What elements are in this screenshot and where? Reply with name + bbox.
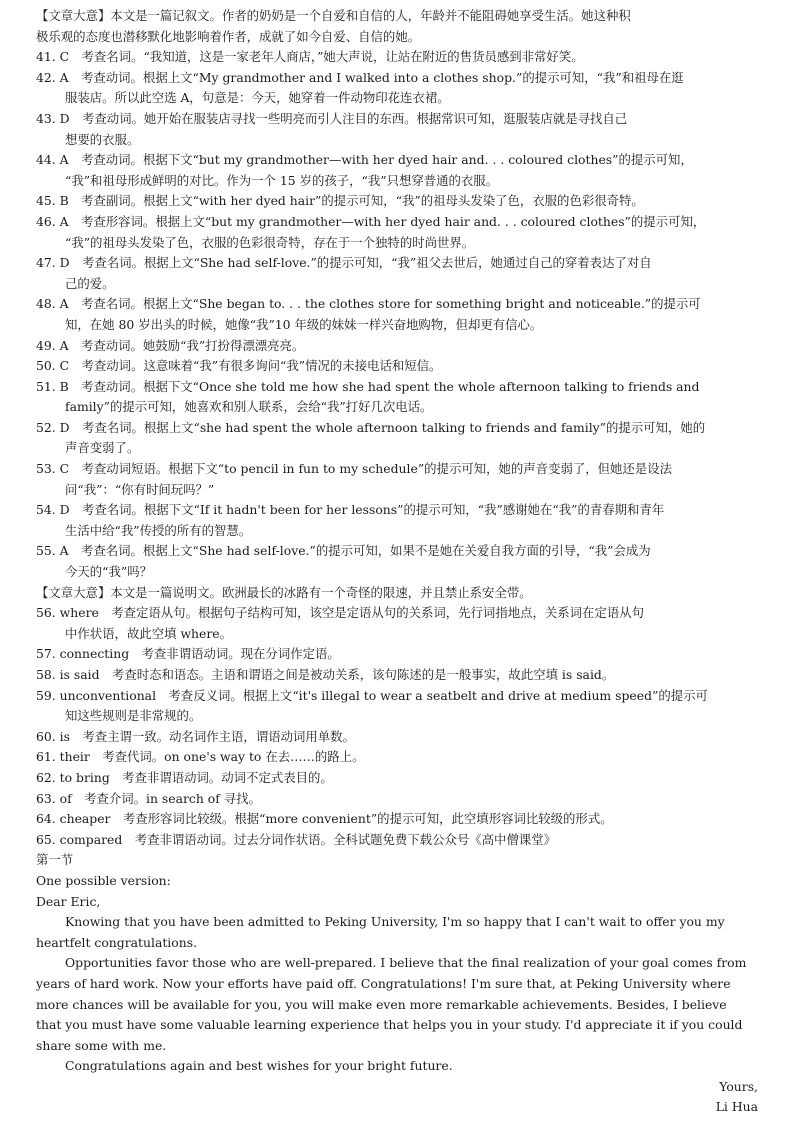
text-line: 56. where 考查定语从句。根据句子结构可知，该空是定语从句的关系词，先行词指地点，关系词在定语从句 — [36, 605, 645, 621]
text-line: “我”的祖母头发染了色，衣服的色彩很奇特，存在于一个独特的时尚世界。 — [65, 234, 475, 250]
text-line: 53. C 考查动词短语。根据下文“to pencil in fun to my schedule”的提示可知，她的声音变弱了，但她还是设法 — [36, 461, 672, 477]
text-line: 中作状语，故此空填 where。 — [65, 625, 233, 641]
text-line: Li Hua — [715, 1099, 758, 1115]
text-line: 知这些规则是非常规的。 — [65, 708, 202, 724]
text-line: 49. A 考查动词。她鼓励“我”打扮得漂漂亮亮。 — [36, 337, 305, 353]
text-line: heartfelt congratulations. — [36, 934, 198, 950]
text-line: 47. D 考查名词。根据上文“She had self-love.”的提示可知，“我”祖父去世后，她通过自己的穿着表达了对自 — [36, 255, 652, 271]
text-line: 46. A 考查形容词。根据上文“but my grandmother—with her dyed hair and. . . coloured clothes”的提示可知， — [36, 213, 706, 229]
text-line: 62. to bring 考查非谓语动词。动词不定式表目的。 — [36, 769, 333, 785]
text-line: 想要的衣服。 — [65, 131, 140, 147]
text-line: One possible version: — [36, 872, 171, 888]
text-line: Knowing that you have been admitted to Peking University, I'm so happy that I can't wait to offer you my — [65, 914, 725, 930]
text-line: years of hard work. Now your efforts have paid off. Congratulations! I'm sure that, at Peking University where — [36, 975, 731, 991]
text-line: 55. A 考查名词。根据上文“She had self-love.”的提示可知，如果不是她在关爱自我方面的引导，“我”会成为 — [36, 543, 651, 559]
text-line: 60. is 考查主谓一致。动名词作主语，谓语动词用单数。 — [36, 728, 355, 744]
text-line: 59. unconventional 考查反义词。根据上文“it's illegal to wear a seatbelt and drive at medium speed”的提示可 — [36, 687, 708, 703]
text-line: family”的提示可知，她喜欢和别人联系，会给“我”打好几次电话。 — [65, 399, 433, 415]
text-line: more chances will be available for you, you will make even more remarkable achievements. Besides, I believe — [36, 996, 727, 1012]
text-line: 【文章大意】本文是一篇说明文。欧洲最长的冰路有一个奇怪的限速，并且禁止系安全带。 — [36, 584, 532, 600]
text-line: 生活中给“我”传授的所有的智慧。 — [65, 522, 252, 538]
text-line: Congratulations again and best wishes for your bright future. — [65, 1058, 453, 1074]
text-line: 51. B 考查动词。根据下文“Once she told me how she had spent the whole afternoon talking to friends and — [36, 378, 700, 394]
text-line: 61. their 考查代词。on one's way to 在去……的路上。 — [36, 749, 365, 765]
text-line: 63. of 考查介词。in search of 寻找。 — [36, 790, 261, 806]
text-line: share some with me. — [36, 1037, 167, 1053]
text-line: 45. B 考查副词。根据上文“with her dyed hair”的提示可知，“我”的祖母头发染了色，衣服的色彩很奇特。 — [36, 193, 644, 209]
text-line: 48. A 考查名词。根据上文“She began to. . . the clothes store for something bright and noticeable.”的提示可 — [36, 296, 701, 312]
text-line: 41. C 考查名词。“我知道，这是一家老年人商店，”她大声说，让站在附近的售货员感到非常好笑。 — [36, 49, 584, 65]
text-line: 声音变弱了。 — [65, 440, 140, 456]
text-line: 第一节 — [36, 852, 74, 868]
text-line: 问“我”：“你有时间玩吗？” — [65, 481, 215, 497]
text-line: 52. D 考查名词。根据上文“she had spent the whole afternoon talking to friends and family”的提示可知，她的 — [36, 419, 706, 435]
text-line: 42. A 考查动词。根据上文“My grandmother and I walked into a clothes shop.”的提示可知，“我”和祖母在逛 — [36, 69, 684, 85]
text-line: 己的爱。 — [65, 275, 115, 291]
text-line: 50. C 考查动词。这意味着“我”有很多询问“我”情况的未接电话和短信。 — [36, 358, 442, 374]
text-line: Opportunities favor those who are well-prepared. I believe that the final realization of your goal comes from — [65, 955, 747, 971]
text-line: Yours, — [719, 1078, 758, 1094]
text-line: Dear Eric, — [36, 893, 101, 909]
text-line: 44. A 考查动词。根据下文“but my grandmother—with her dyed hair and. . . coloured clothes”的提示可知， — [36, 152, 693, 168]
text-line: 58. is said 考查时态和语态。主语和谓语之间是被动关系，该句陈述的是一般事实，故此空填 is said。 — [36, 667, 615, 682]
text-line: 极乐观的态度也潜移默化地影响着作者，成就了如今自爱、自信的她。 — [36, 28, 421, 44]
text-line: “我”和祖母形成鲜明的对比。作为一个 15 岁的孩子，“我”只想穿普通的衣服。 — [65, 172, 499, 188]
text-line: 65. compared 考查非谓语动词。过去分词作状语。全科试题免费下载公众号《高中僧课堂》 — [36, 831, 556, 847]
text-line: 54. D 考查名词。根据下文“If it hadn't been for her lessons”的提示可知，“我”感谢她在“我”的青春期和青年 — [36, 502, 665, 518]
text-line: 知，在她 80 岁出头的时候，她像“我”10 年级的妹妹一样兴奋地购物，但却更有信心。 — [65, 316, 543, 332]
text-line: 64. cheaper 考查形容词比较级。根据“more convenient”的提示可知，此空填形容词比较级的形式。 — [36, 811, 613, 827]
text-line: 【文章大意】本文是一篇记叙文。作者的奶奶是一个自爱和自信的人，年龄并不能阻碍她享受生活。她这种积 — [36, 8, 631, 23]
text-line: that you must have some valuable learning experience that helps you in your study. I'd appreciate it if you could — [36, 1017, 743, 1033]
text-line: 57. connecting 考查非谓语动词。现在分词作定语。 — [36, 646, 340, 662]
text-line: 今天的“我”吗？ — [65, 564, 153, 580]
text-line: 43. D 考查动词。她开始在服装店寻找一些明亮而引人注目的东西。根据常识可知，逛服装店就是寻找自己 — [36, 110, 628, 126]
text-line: 服装店。所以此空选 A，句意是：今天，她穿着一件动物印花连衣裙。 — [65, 90, 450, 106]
